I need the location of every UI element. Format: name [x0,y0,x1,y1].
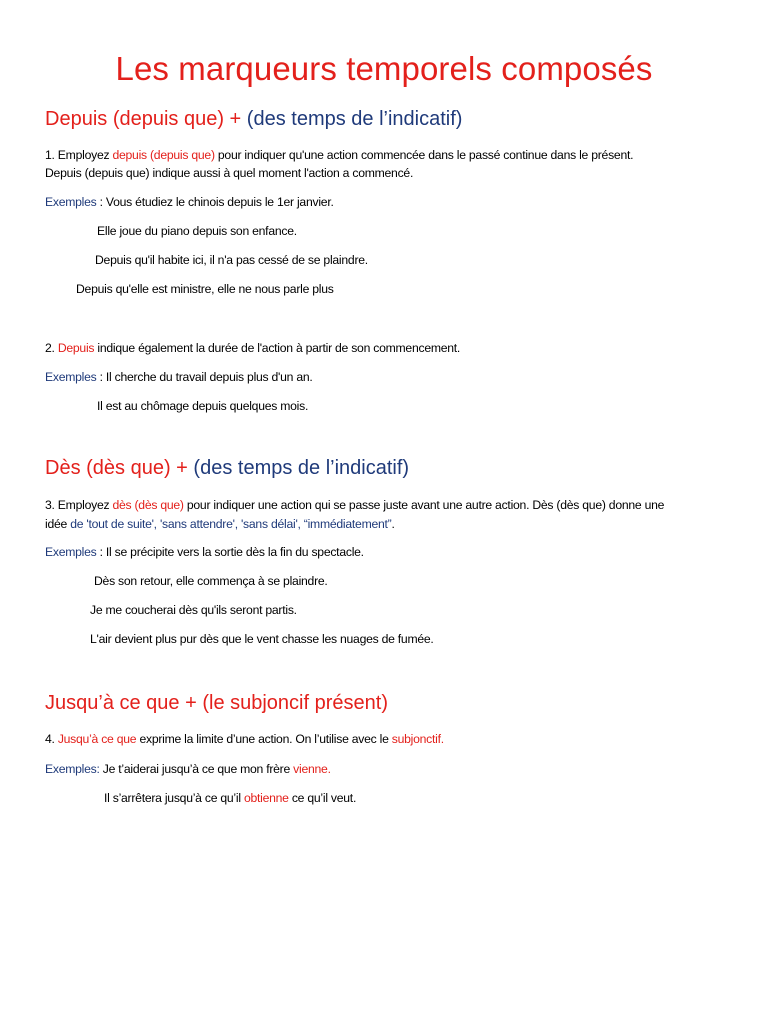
rule-suffix: indique également la durée de l'action à partir de son commencement. [94,341,461,355]
example-text: Je t’aiderai jusqu’à ce que mon frère [99,762,294,776]
section-heading-depuis [45,108,462,131]
example-text: ce qu’il veut. [288,791,357,805]
rule-blue-list: de 'tout de suite', 'sans attendre', 'sans délai', “immédiatement” [70,517,392,531]
example-line: Il est au chômage depuis quelques mois. [97,399,309,413]
page-title: Les marqueurs temporels composés [115,50,653,87]
example-line: Depuis qu'il habite ici, il n'a pas cessé de se plaindre. [95,253,368,267]
example-line: L'air devient plus pur dès que le vent chasse les nuages de fumée. [90,632,434,646]
rule-3-line-1 [45,498,664,512]
rule-1-line-2: Depuis (depuis que) indique aussi à quel moment l'action a commencé. [45,166,414,180]
example-line: Depuis qu'elle est ministre, elle ne nous parle plus [76,282,334,296]
example-line [45,545,364,559]
rule-highlight: depuis (depuis que) [112,148,215,162]
rule-prefix: 2. [45,341,58,355]
example-text: : Il se précipite vers la sortie dès la fin du spectacle. [96,545,364,559]
rule-2-line [45,341,460,355]
rule-middle: exprime la limite d’une action. On l’utilise avec le [136,732,392,746]
example-highlight: vienne. [293,762,331,776]
rule-suffix: . [391,517,395,531]
rule-prefix: 1. Employez [45,148,113,162]
heading-blue-part: (des temps de l’indicatif) [193,457,410,479]
rule-3-line-2 [45,517,395,531]
example-line [45,762,331,776]
rule-prefix: idée [45,517,71,531]
example-line: Je me coucherai dès qu'ils seront partis. [90,603,297,617]
example-text: : Il cherche du travail depuis plus d'un an. [96,370,313,384]
rule-prefix: 4. [45,732,58,746]
example-line [45,195,334,209]
examples-label: Exemples [45,195,97,209]
rule-highlight: Depuis [57,341,95,355]
example-line: Elle joue du piano depuis son enfance. [97,224,297,238]
heading-red-part: Depuis (depuis que) + [45,108,247,130]
examples-label: Exemples: [45,762,100,776]
examples-label: Exemples [45,545,97,559]
rule-prefix: 3. Employez [45,498,113,512]
examples-label: Exemples [45,370,97,384]
rule-suffix: pour indiquer une action qui se passe juste avant une autre action. Dès (dès que) donne une [183,498,665,512]
example-text: Il s’arrêtera jusqu’à ce qu’il [104,791,244,805]
heading-blue-part: (des temps de l’indicatif) [246,108,463,130]
rule-suffix: pour indiquer qu'une action commencée dans le passé continue dans le présent. [214,148,634,162]
section-heading-des [45,457,409,480]
section-heading-jusqua: Jusqu’à ce que + (le subjoncif présent) [45,692,388,714]
heading-red-part: Dès (dès que) + [45,457,194,479]
example-text: : Vous étudiez le chinois depuis le 1er janvier. [96,195,334,209]
example-line: Dès son retour, elle commença à se plaindre. [94,574,328,588]
rule-highlight: subjonctif. [391,732,444,746]
example-line [45,370,313,384]
rule-1-line-1 [45,148,633,162]
example-line [104,791,356,805]
rule-highlight: Jusqu’à ce que [57,732,137,746]
rule-highlight: dès (dès que) [112,498,184,512]
example-highlight: obtienne [243,791,289,805]
rule-4-line [45,732,444,746]
